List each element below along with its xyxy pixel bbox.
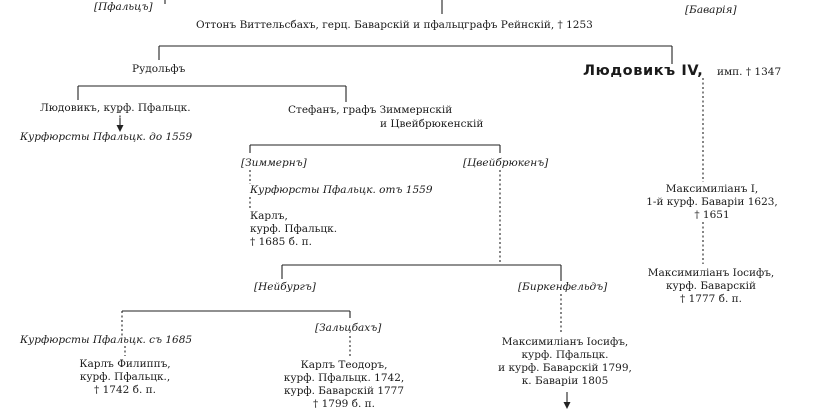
person-karl-philipp-line1: Карлъ Филиппъ, <box>79 358 171 370</box>
person-max-i-line1: Максимиліанъ I, <box>665 183 759 195</box>
person-karl-theodor-line3: курф. Баварскій 1777 <box>283 385 405 397</box>
label-neuburg: [Нейбургъ] <box>254 281 316 293</box>
person-karl-philipp-line3: † 1742 б. п. <box>94 384 156 396</box>
person-karl-theodor-line1: Карлъ Теодоръ, <box>300 359 388 371</box>
person-max-joseph-pf-line1: Максимиліанъ Іосифъ, <box>501 336 629 348</box>
person-ludwig-iv-title: имп. † 1347 <box>717 66 782 78</box>
label-sulzbach: [Зальцбахъ] <box>315 322 382 334</box>
person-max-i-line3: † 1651 <box>694 209 730 221</box>
person-max-joseph-pf-line4: к. Баваріи 1805 <box>521 375 609 387</box>
person-stefan-line2: и Цвейбрюкенскій <box>380 118 484 130</box>
person-otto: Оттонъ Виттельсбахъ, герц. Баварскій и пфальцграфъ Рейнскій, † 1253 <box>196 19 593 31</box>
person-ludwig-iv: Людовикъ IV, <box>583 63 704 79</box>
person-karl-line1: Карлъ, <box>250 210 288 222</box>
label-simmern: [Зиммернъ] <box>241 157 307 169</box>
person-karl-line3: † 1685 б. п. <box>250 236 312 248</box>
person-max-joseph-bav-line1: Максимиліанъ Іосифъ, <box>647 267 775 279</box>
note-kurfursten-from-1685: Курфюрсты Пфальцк. съ 1685 <box>20 334 193 346</box>
person-max-joseph-bav-line3: † 1777 б. п. <box>680 293 742 305</box>
person-karl-theodor-line2: курф. Пфальцк. 1742, <box>283 372 405 384</box>
person-max-joseph-bav-line2: курф. Баварскій <box>665 280 757 292</box>
note-kurfursten-until-1559: Курфюрсты Пфальцк. до 1559 <box>20 131 193 143</box>
note-kurfursten-from-1559: Курфюрсты Пфальцк. отъ 1559 <box>250 184 433 196</box>
person-max-joseph-pf-line3: и курф. Баварскій 1799, <box>498 362 632 374</box>
person-karl-line2: курф. Пфальцк. <box>250 223 338 235</box>
label-zweibruecken: [Цвейбрюкенъ] <box>463 157 549 169</box>
person-max-joseph-pf-line2: курф. Пфальцк. <box>521 349 609 361</box>
person-rudolf: Рудольфъ <box>132 63 186 75</box>
label-pfalz: [Пфальцъ] <box>94 1 153 13</box>
person-stefan-line1: Стефанъ, графъ Зиммернскій <box>288 104 453 116</box>
person-max-i-line2: 1-й курф. Баваріи 1623, <box>646 196 778 208</box>
person-karl-philipp-line2: курф. Пфальцк., <box>79 371 171 383</box>
person-karl-theodor-line4: † 1799 б. п. <box>313 398 375 410</box>
person-ludwig-pfalz: Людовикъ, курф. Пфальцк. <box>40 102 191 114</box>
label-bavaria: [Баварія] <box>685 4 737 16</box>
label-birkenfeld: [Биркенфельдъ] <box>518 281 608 293</box>
